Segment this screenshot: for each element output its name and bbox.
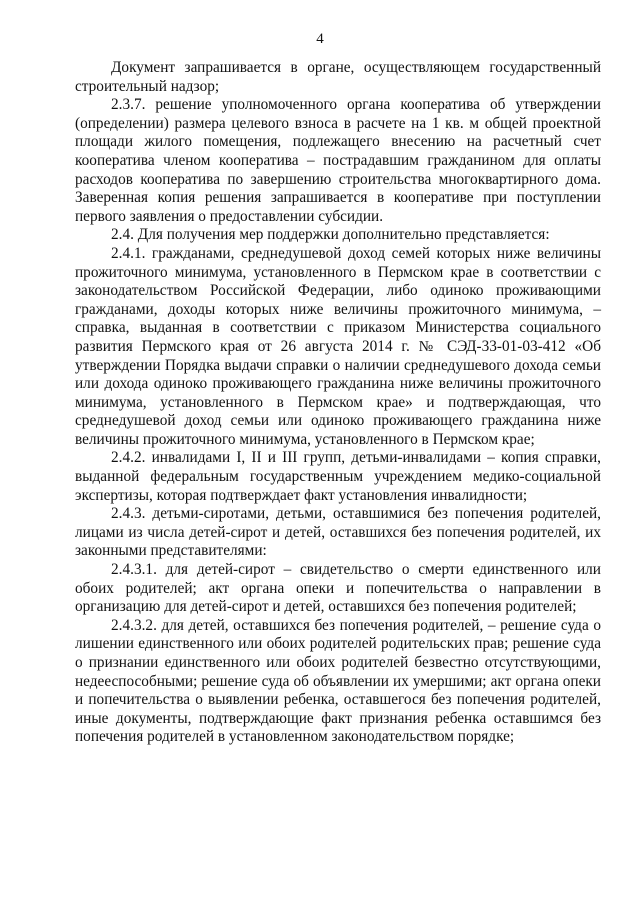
paragraph-2-4-2: 2.4.2. инвалидами I, II и III групп, детьми-инвалидами – копия справки, выданной федеральным государственным учреждением медико-социальной экспертизы, которая подтверждает факт установления инвалидности; <box>75 449 601 504</box>
document-body <box>75 59 601 747</box>
page-number: 4 <box>316 31 324 47</box>
paragraph-2-4-3-2: 2.4.3.2. для детей, оставшихся без попечения родителей, – решение суда о лишении единственного или обоих родителей родительских прав; решение суда о признании единственного или обоих родителей безвестно отсутствующими, недееспособными; решение суда об объявлении их умершими; акт органа опеки и попечительства о выявлении ребенка, оставшегося без попечения родителей, иные документы, подтверждающие факт признания ребенка оставшимся без попечения родителей в установленном законодательством порядке; <box>75 616 601 746</box>
paragraph-document-request-note: Документ запрашивается в органе, осуществляющем государственный строительный надзор; <box>75 59 601 95</box>
paragraph-2-4-3-1: 2.4.3.1. для детей-сирот – свидетельство о смерти единственного или обоих родителей; акт органа опеки и попечительства о направлении в организацию для детей-сирот и детей, оставшихся без попечения родителей; <box>75 561 601 616</box>
paragraph-2-4-3: 2.4.3. детьми-сиротами, детьми, оставшимися без попечения родителей, лицами из числа детей-сирот и детей, оставшихся без попечения родителей, их законными представителями: <box>75 505 601 560</box>
paragraph-2-4: 2.4. Для получения мер поддержки дополнительно представляется: <box>111 226 550 244</box>
paragraph-2-4-1: 2.4.1. гражданами, среднедушевой доход семей которых ниже величины прожиточного минимума, установленного в Пермском крае в соответствии с законодательством Российской Федерации, либо одиноко проживающими гражданами, доходы которых ниже величины прожиточного минимума, – справка, выданная в соответствии с приказом Министерства социального развития Пермского края от 26 августа 2014 г. № СЭД-33-01-03-412 «Об утверждении Порядка выдачи справки о наличии среднедушевого дохода семьи или дохода одиноко проживающего гражданина ниже величины прожиточного минимума, установленного в Пермском крае» и подтверждающая, что среднедушевой доход семьи или одиноко проживающего гражданина ниже величины прожиточного минимума, установленного в Пермском крае; <box>75 244 601 448</box>
paragraph-2-3-7: 2.3.7. решение уполномоченного органа кооператива об утверждении (определении) размера целевого взноса в расчете на 1 кв. м общей проектной площади жилого помещения, подлежащего внесению на расчетный счет кооператива членом кооператива – пострадавшим гражданином для оплаты расходов кооператива по завершению строительства многоквартирного дома. Заверенная копия решения запрашивается в кооперативе при поступлении первого заявления о предоставлении субсидии. <box>75 96 601 225</box>
